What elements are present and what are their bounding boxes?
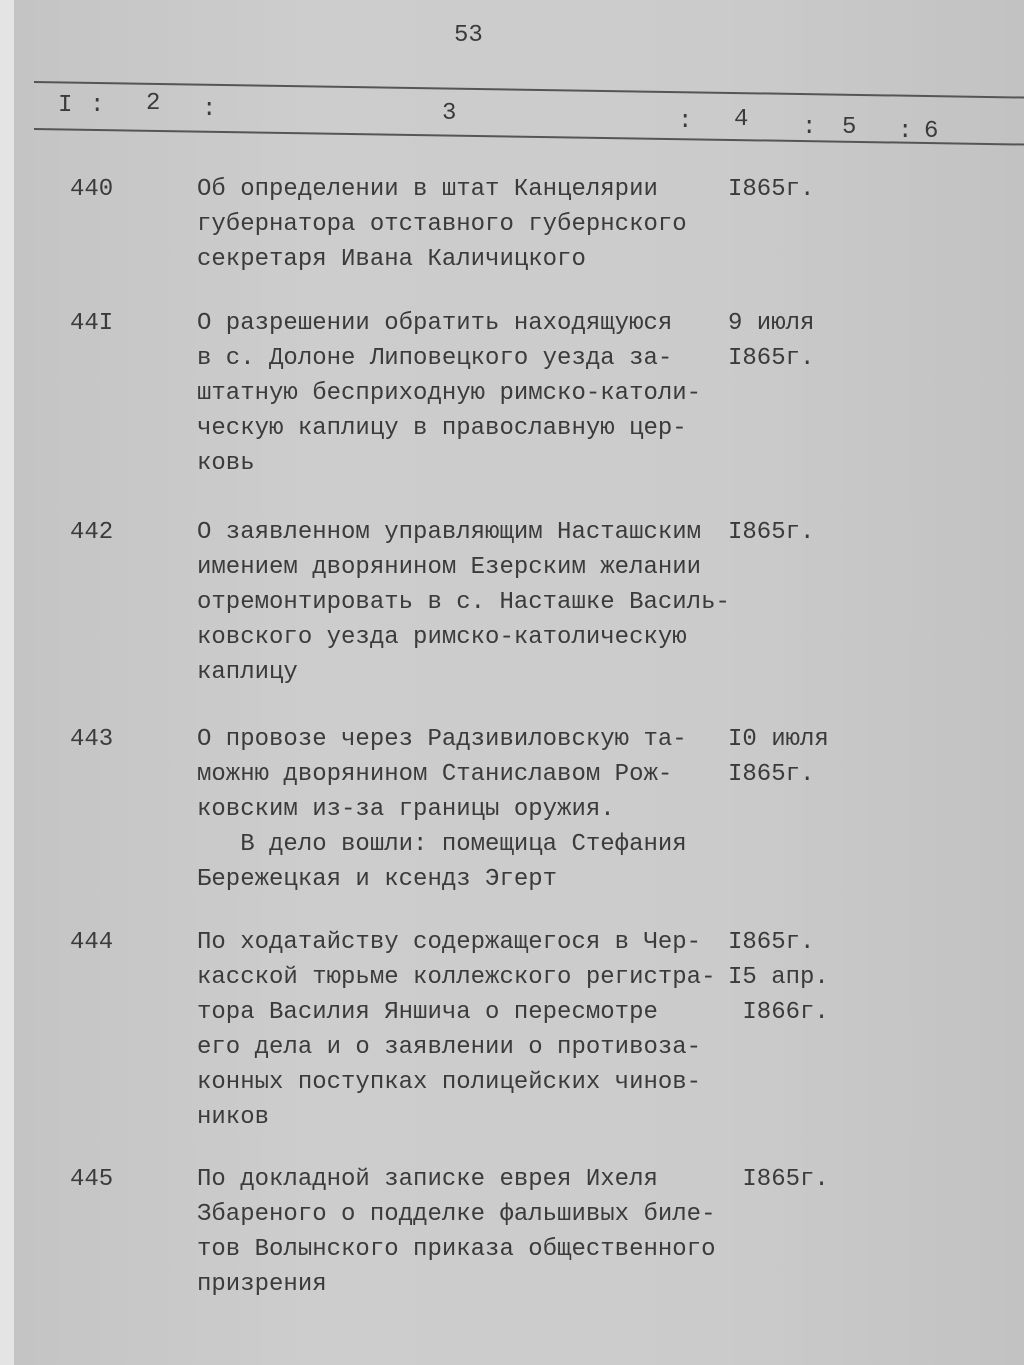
entry-number: 444 [70, 929, 114, 956]
entry-date [728, 1162, 829, 1197]
entry-date [728, 722, 829, 792]
entry-title-line: Об определении в штат Канцелярии [197, 176, 658, 203]
entry-date-line: I865г. [728, 345, 815, 372]
entry-date-line: I865г. [728, 929, 815, 956]
entry-title [197, 172, 687, 277]
entry-title [197, 1162, 715, 1302]
entry-date-line: I865г. [728, 761, 815, 788]
entry-title-line: губернатора отставного губернского [197, 211, 687, 238]
page-binding [0, 0, 15, 1365]
entry-date-line: I5 апр. [728, 964, 829, 991]
entry-date [728, 925, 829, 1030]
header-col-2: 2 [146, 90, 161, 117]
entry-number: 44I [70, 310, 114, 337]
entry-title-line: касской тюрьме коллежского регистра- [197, 964, 716, 991]
entry-title-line: секретаря Ивана Каличицкого [197, 246, 586, 273]
entry-title-line: ковь [197, 450, 255, 477]
entry-date-line: I866г. [728, 999, 829, 1026]
entry-title-line: тов Волынского приказа общественного [197, 1236, 716, 1263]
entry-title-line: О разрешении обратить находящуюся [197, 310, 673, 337]
entry-number: 440 [70, 176, 114, 203]
entry-date-line: 9 июля [728, 310, 815, 337]
entry-date-line: I865г. [728, 1166, 829, 1193]
entry-title-line: ковским из-за границы оружия. [197, 796, 615, 823]
entry-title-line: ковского уезда римско-католическую [197, 624, 687, 651]
entry-title-line: тора Василия Яншича о пересмотре [197, 999, 658, 1026]
entry-title-line: призрения [197, 1271, 327, 1298]
entry-title-line: в с. Долоне Липовецкого уезда за- [197, 345, 673, 372]
entry-title-line: ческую каплицу в православную цер- [197, 415, 687, 442]
header-col-3: 3 [442, 100, 457, 127]
entry-title-line: ников [197, 1104, 270, 1131]
entry-title-line: его дела и о заявлении о противоза- [197, 1034, 702, 1061]
header-col-6: 6 [924, 118, 939, 145]
entry-date-line: I0 июля [728, 726, 829, 753]
entry-date-line: I865г. [728, 519, 815, 546]
entry-title [197, 515, 730, 690]
entry-title-line: Бережецкая и ксендз Эгерт [197, 866, 558, 893]
entry-number: 445 [70, 1166, 114, 1193]
header-sep: : [202, 96, 217, 123]
entry-date [728, 172, 814, 207]
header-sep: : [802, 114, 817, 141]
entry-date-line: I865г. [728, 176, 815, 203]
page-number: 53 [454, 22, 483, 49]
entry-title-line: О провозе через Радзивиловскую та- [197, 726, 687, 753]
entry-title-line: О заявленном управляющим Насташским [197, 519, 702, 546]
entry-number: 442 [70, 519, 114, 546]
header-col-5: 5 [842, 114, 857, 141]
entry-date [728, 515, 814, 550]
entry-title-line: отремонтировать в с. Насташке Василь- [197, 589, 730, 616]
entry-title-line: каплицу [197, 659, 298, 686]
entry-title [197, 925, 715, 1135]
entry-title-line: штатную бесприходную римско-католи- [197, 380, 702, 407]
entry-title-line: По докладной записке еврея Ихеля [197, 1166, 658, 1193]
entry-number: 443 [70, 726, 114, 753]
entry-title-line: Збареного о подделке фальшивых биле- [197, 1201, 716, 1228]
entry-title-line: конных поступках полицейских чинов- [197, 1069, 702, 1096]
entry-title-line: можню дворянином Станиславом Рож- [197, 761, 673, 788]
entry-title-line: По ходатайству содержащегося в Чер- [197, 929, 702, 956]
entry-date [728, 306, 814, 376]
header-rule-top [34, 81, 1024, 99]
header-col-1: I [58, 92, 73, 119]
header-sep: : [90, 92, 105, 119]
header-rule-bottom [34, 128, 1024, 146]
document-page [14, 0, 1024, 1365]
header-sep: : [898, 118, 913, 145]
entry-title [197, 306, 701, 481]
header-col-4: 4 [734, 106, 749, 133]
entry-title [197, 722, 687, 897]
entry-title-line: В дело вошли: помещица Стефания [197, 831, 687, 858]
entry-title-line: имением дворянином Езерским желании [197, 554, 702, 581]
header-sep: : [678, 108, 693, 135]
